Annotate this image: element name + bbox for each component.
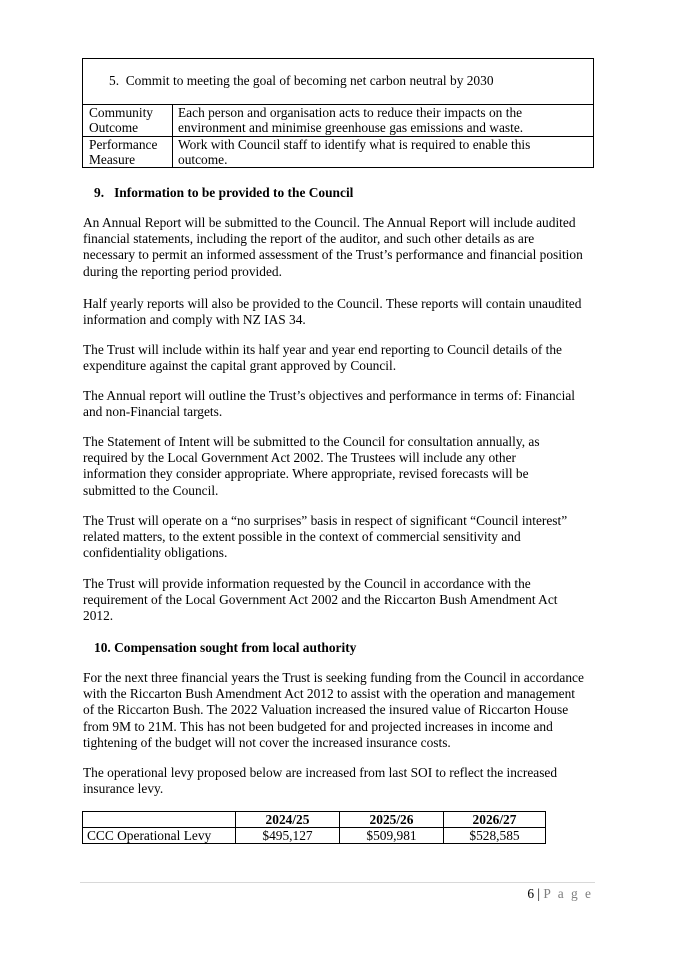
levy-table: [82, 811, 546, 844]
community-outcome-text-1: Each person and organisation acts to reduce their impacts on the: [178, 105, 523, 120]
outcome-goal-row: [83, 59, 593, 105]
community-outcome-text-2: environment and minimise greenhouse gas emissions and waste.: [178, 120, 524, 135]
performance-measure-label-2: Measure: [89, 152, 136, 167]
section-9-paragraph-2: Half yearly reports will also be provided to the Council. These reports will contain unaudited information and comply with NZ IAS 34.: [83, 296, 582, 328]
table-divider: [172, 104, 173, 168]
outcome-table: [82, 58, 594, 168]
page-footer: [527, 886, 593, 902]
performance-measure-label-1: Performance: [89, 137, 158, 152]
levy-row-label: CCC Operational Levy: [87, 828, 212, 843]
section-10-heading: 10. Compensation sought from local authority: [94, 640, 357, 655]
levy-value-2026-27: $528,585: [469, 828, 520, 843]
page-number: 6: [527, 886, 535, 901]
section-9-paragraph-7: The Trust will provide information requested by the Council in accordance with the requirement of the Local Government Act 2002 and the Riccarton Bush Amendment Act 2012.: [83, 576, 558, 624]
levy-header-2026-27: 2026/27: [472, 812, 517, 827]
community-outcome-label-1: Community: [89, 105, 153, 120]
section-10-paragraph-1: For the next three financial years the Trust is seeking funding from the Council in accordance with the Riccarton Bush Amendment Act 2012 to assist with the operation and management of the Riccarton Bush. The 2022 Valuation increased the insured value of Riccarton House from 9M to 21M. This has not been budgeted for and projected increases in income and tightening of the budget will not cover the increased insurance costs.: [83, 670, 584, 750]
performance-measure-text-1: Work with Council staff to identify what is required to enable this: [178, 137, 531, 152]
levy-value-2024-25: $495,127: [262, 828, 313, 843]
section-9-paragraph-4: The Annual report will outline the Trust’s objectives and performance in terms of: Financial and non-Financial targets.: [83, 388, 575, 420]
section-9-paragraph-3: The Trust will include within its half year and year end reporting to Council details of the expenditure against the capital grant approved by Council.: [83, 342, 562, 374]
section-9-paragraph-5: The Statement of Intent will be submitted to the Council for consultation annually, as required by the Local Government Act 2002. The Trustees will include any other information they consider appropriate. Where appropriate, revised forecasts will be submitted to the Council.: [83, 434, 540, 498]
community-outcome-label-2: Outcome: [89, 120, 139, 135]
footer-rule: [80, 882, 595, 883]
community-outcome-row: [83, 104, 593, 137]
section-9-paragraph-6: The Trust will operate on a “no surprises” basis in respect of significant “Council interest” related matters, to the extent possible in the context of commercial sensitivity and confidentiality obligations.: [83, 513, 568, 561]
levy-value-2025-26: $509,981: [366, 828, 417, 843]
section-9-paragraph-1: An Annual Report will be submitted to the Council. The Annual Report will include audited financial statements, including the report of the auditor, and such other details as are necessary to permit an informed assessment of the Trust’s performance and financial position during the reporting period provided.: [83, 215, 583, 279]
page-label: P a g e: [543, 886, 593, 901]
page-separator: |: [537, 886, 541, 901]
section-9-heading: 9. Information to be provided to the Council: [94, 185, 354, 200]
outcome-goal-text: 5. Commit to meeting the goal of becoming net carbon neutral by 2030: [109, 73, 494, 88]
section-10-paragraph-2: The operational levy proposed below are increased from last SOI to reflect the increased insurance levy.: [83, 765, 558, 797]
levy-header-2025-26: 2025/26: [369, 812, 414, 827]
levy-header-2024-25: 2024/25: [265, 812, 310, 827]
performance-measure-text-2: outcome.: [178, 152, 228, 167]
performance-measure-row: [83, 137, 593, 168]
